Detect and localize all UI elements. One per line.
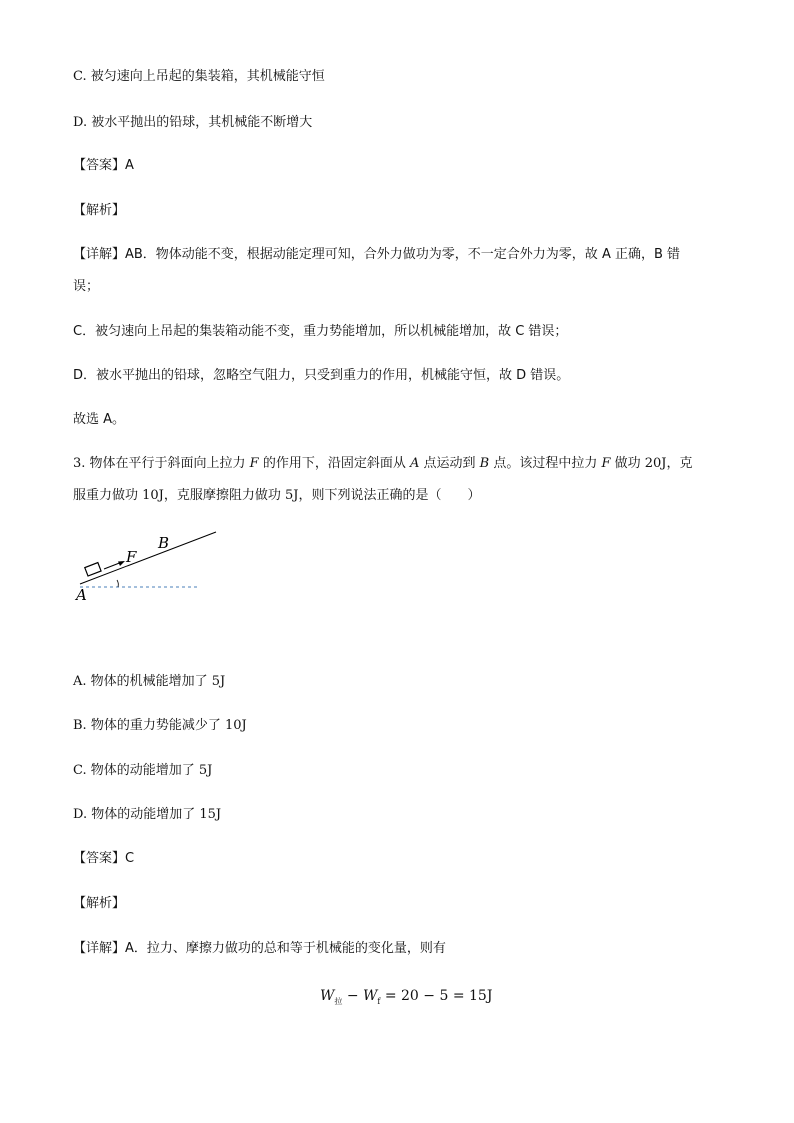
label-A: A [76, 586, 87, 604]
detail-c: C．被匀速向上吊起的集装箱动能不变，重力势能增加，所以机械能增加，故 C 错误； [73, 324, 568, 339]
detail-d: D．被水平抛出的铅球，忽略空气阻力，只受到重力的作用，机械能守恒，故 D 错误。 [73, 368, 570, 383]
angle-arc [117, 580, 118, 587]
w-symbol: W [320, 988, 335, 1004]
stem-text: 点运动到 [419, 456, 480, 471]
question-3-stem [73, 455, 693, 473]
incline-line [80, 532, 216, 584]
stem-text: 做功 20J，克 [610, 456, 693, 471]
work-formula [320, 988, 492, 1007]
stem-text: 点。该过程中拉力 [489, 456, 602, 471]
var-F: F [601, 456, 611, 471]
label-B: B [158, 534, 170, 552]
option-c: C. 被匀速向上吊起的集装箱，其机械能守恒 [73, 69, 325, 84]
option-c: C. 物体的动能增加了 5J [73, 763, 213, 778]
detail-line: 【详解】AB．物体动能不变，根据动能定理可知，合外力做功为零，不一定合外力为零，故 A 正确，B 错 [73, 247, 681, 262]
conclusion: 故选 A。 [73, 412, 126, 427]
var-A: A [409, 456, 420, 471]
stem-text: 的作用下，沿固定斜面从 [258, 456, 410, 471]
option-d: D. 被水平抛出的铅球，其机械能不断增大 [73, 115, 313, 130]
option-b: B. 物体的重力势能减少了 10J [73, 718, 247, 733]
subscript-f: f [377, 996, 381, 1006]
detail-a: 【详解】A．拉力、摩擦力做功的总和等于机械能的变化量，则有 [73, 941, 446, 956]
var-F: F [249, 456, 259, 471]
subscript-pull: 拉 [334, 996, 343, 1006]
option-a: A. 物体的机械能增加了 5J [73, 674, 226, 689]
w-symbol: W [363, 988, 378, 1004]
arrow-head [118, 561, 125, 566]
minus-sign: − [342, 988, 364, 1004]
label-F: F [126, 548, 137, 566]
stem-text: 3. 物体在平行于斜面向上拉力 [73, 456, 250, 471]
block-shape [85, 563, 101, 576]
answer-label: 【答案】A [73, 158, 134, 173]
option-d: D. 物体的动能增加了 15J [73, 807, 222, 822]
var-B: B [479, 456, 490, 471]
detail-line: 误； [73, 279, 100, 294]
formula-result: = 20 − 5 = 15J [380, 988, 493, 1004]
question-3-stem-cont: 服重力做功 10J，克服摩擦阻力做功 5J，则下列说法正确的是（ ） [73, 488, 481, 503]
incline-figure [66, 528, 226, 608]
analysis-heading: 【解析】 [73, 896, 126, 911]
answer-label: 【答案】C [73, 851, 135, 866]
analysis-heading: 【解析】 [73, 203, 126, 218]
